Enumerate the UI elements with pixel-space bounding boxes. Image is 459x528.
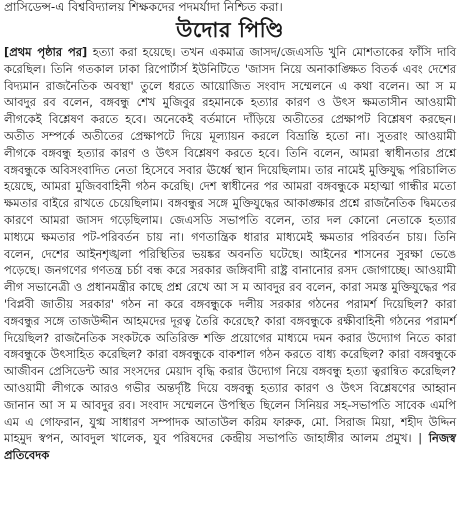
article-byline: নিজস্ব প্রতিবেদক	[4, 431, 456, 463]
article-body: [প্রথম পৃষ্ঠার পর] হত্যা করা হয়েছে। তখন একমাত্র জাসদ/জেএসডি খুনি মোশতাকের ফাঁসি দাবি করেছিল। তিনি গতকাল ঢাকা রিপোর্টার্স ইউনিটিতে 'জাসদ নিয়ে অনাকাঙ্ক্ষিত বিতর্ক এবং দেশের বিদ্যমান রাজনৈতিক অবস্থা' তুলে ধরতে আয়োজিত সংবাদ সম্মেলনে এ কথা বলেন। আ স ম আবদুর রব বলেন, বঙ্গবন্ধু শেখ মুজিবুর রহমানকে হত্যার কারণ ও উৎস ক্ষমতাসীন আওয়ামী লীগকেই বিশ্লেষণ করতে হবে। অনেকেই বর্তমানে দাঁড়িয়ে অতীতের প্রেক্ষাপট বিশ্লেষণ করছেন। অতীত সম্পর্কে অতীতের প্রেক্ষাপটে দিয়ে মূল্যায়ন করলে বিভ্রান্তি হতো না। সুতরাং আওয়ামী লীগকে বঙ্গবন্ধু হত্যার কারণ ও উৎস বিশ্লেষণ করতে হবে। তিনি বলেন, আমরা স্বাধীনতার প্রশ্নে বঙ্গবন্ধুকে অবিসংবাদিত নেতা হিসেবে সবার ঊর্ধ্বে স্থান দিয়েছিলাম। তার নামেই মুক্তিযুদ্ধ পরিচালিত হয়েছে, আমরা মুজিববাহিনী গঠন করেছি। দেশ স্বাধীনের পর আমরা বঙ্গবন্ধুকে মহাত্মা গান্ধীর মতো ক্ষমতার বাইরে রাখতে চেয়েছিলাম। বঙ্গবন্ধুর সঙ্গে মুক্তিযুদ্ধের আকাঙ্ক্ষার প্রশ্নে রাজনৈতিক দ্বিমতের কারণে আমরা জাসদ গড়েছিলাম। জেএসডি সভাপতি বলেন, তার দল কোনো নেতাকে হত্যার মাধ্যমে ক্ষমতার পট-পরিবর্তন চায় না। গণতান্ত্রিক ধারার মাধ্যমেই ক্ষমতার পরিবর্তন চায়। তিনি বলেন, দেশের আইনশৃঙ্খলা পরিস্থিতির ভয়ঙ্কর অবনতি ঘটেছে। আইনের শাসনের সুরক্ষা ভেঙে পড়েছে। জনগণের গণতন্ত্র চর্চা বন্ধ করে সরকার জঙ্গিবাদী রাষ্ট্র বানানোর রসদ জোগাচ্ছে। আওয়ামী লীগ সভানেত্রী ও প্রধানমন্ত্রীর কাছে প্রশ্ন রেখে আ স ম আবদুর রব বলেন, কারা সমস্ত মুক্তিযুদ্ধের পর 'বিপ্লবী জাতীয় সরকার' গঠন না করে বঙ্গবন্ধুকে দলীয় সরকার গঠনের পরামর্শ দিয়েছিল? কারা বঙ্গবন্ধুর সঙ্গে তাজউদ্দীন আহমদের দূরত্ব তৈরি করেছে? কারা বঙ্গবন্ধুকে রক্ষীবাহিনী গঠনের পরামর্শ দিয়েছিল? রাজনৈতিক সংকটকে অতিরিক্ত শক্তি প্রয়োগের মাধ্যমে দমন করার উদ্যোগ নিতে কারা বঙ্গবন্ধুকে উৎসাহিত করেছিল? কারা বঙ্গবন্ধুকে বাকশাল গঠন করতে বাধ্য করেছিল? কারা বঙ্গবন্ধুকে আজীবন প্রেসিডেন্ট আর সংসদের মেয়াদ বৃদ্ধি করার উদ্যোগ নিয়ে বঙ্গবন্ধু হত্যা ত্বরান্বিত করেছিল? আওয়ামী লীগকে আরও গভীর অন্তর্দৃষ্টি দিয়ে বঙ্গবন্ধু হত্যার কারণ ও উৎস বিশ্লেষণের আহ্বান জানান আ স ম আবদুর রব। সংবাদ সম্মেলনে উপস্থিত ছিলেন সিনিয়র সহ-সভাপতি সাবেক এমপি এম এ গোফরান, যুগ্ম সাধারণ সম্পাদক আতাউল করিম ফারুক, মো. সিরাজ মিয়া, শহীদ উদ্দিন মাহমুদ স্বপন, আবদুল খালেক, যুব পরিষদের কেন্দ্রীয় সভাপতি জাহাঙ্গীর আলম প্রমুখ। | নিজস্ব প্রতিবেদক	[4, 45, 456, 463]
continuation-label: [প্রথম পৃষ্ঠার পর]	[4, 45, 88, 59]
previous-article-tail: প্রাসিডেন্স-এ বিশ্ববিদ্যালয় শিক্ষকদের পদমর্যাদা নিশ্চিত করা।	[4, 0, 283, 14]
article-body-text: হত্যা করা হয়েছে। তখন একমাত্র জাসদ/জেএসডি খুনি মোশতাকের ফাঁসি দাবি করেছিল। তিনি গতকাল ঢাকা রিপোর্টার্স ইউনিটিতে 'জাসদ নিয়ে অনাকাঙ্ক্ষিত বিতর্ক এবং দেশের বিদ্যমান রাজনৈতিক অবস্থা' তুলে ধরতে আয়োজিত সংবাদ সম্মেলনে এ কথা বলেন। আ স ম আবদুর রব বলেন, বঙ্গবন্ধু শেখ মুজিবুর রহমানকে হত্যার কারণ ও উৎস ক্ষমতাসীন আওয়ামী লীগকেই বিশ্লেষণ করতে হবে। অনেকেই বর্তমানে দাঁড়িয়ে অতীতের প্রেক্ষাপট বিশ্লেষণ করছেন। অতীত সম্পর্কে অতীতের প্রেক্ষাপটে দিয়ে মূল্যায়ন করলে বিভ্রান্তি হতো না। সুতরাং আওয়ামী লীগকে বঙ্গবন্ধু হত্যার কারণ ও উৎস বিশ্লেষণ করতে হবে। তিনি বলেন, আমরা স্বাধীনতার প্রশ্নে বঙ্গবন্ধুকে অবিসংবাদিত নেতা হিসেবে সবার ঊর্ধ্বে স্থান দিয়েছিলাম। তার নামেই মুক্তিযুদ্ধ পরিচালিত হয়েছে, আমরা মুজিববাহিনী গঠন করেছি। দেশ স্বাধীনের পর আমরা বঙ্গবন্ধুকে মহাত্মা গান্ধীর মতো ক্ষমতার বাইরে রাখতে চেয়েছিলাম। বঙ্গবন্ধুর সঙ্গে মুক্তিযুদ্ধের আকাঙ্ক্ষার প্রশ্নে রাজনৈতিক দ্বিমতের কারণে আমরা জাসদ গড়েছিলাম। জেএসডি সভাপতি বলেন, তার দল কোনো নেতাকে হত্যার মাধ্যমে ক্ষমতার পট-পরিবর্তন চায় না। গণতান্ত্রিক ধারার মাধ্যমেই ক্ষমতার পরিবর্তন চায়। তিনি বলেন, দেশের আইনশৃঙ্খলা পরিস্থিতির ভয়ঙ্কর অবনতি ঘটেছে। আইনের শাসনের সুরক্ষা ভেঙে পড়েছে। জনগণের গণতন্ত্র চর্চা বন্ধ করে সরকার জঙ্গিবাদী রাষ্ট্র বানানোর রসদ জোগাচ্ছে। আওয়ামী লীগ সভানেত্রী ও প্রধানমন্ত্রীর কাছে প্রশ্ন রেখে আ স ম আবদুর রব বলেন, কারা সমস্ত মুক্তিযুদ্ধের পর 'বিপ্লবী জাতীয় সরকার' গঠন না করে বঙ্গবন্ধুকে দলীয় সরকার গঠনের পরামর্শ দিয়েছিল? কারা বঙ্গবন্ধুর সঙ্গে তাজউদ্দীন আহমদের দূরত্ব তৈরি করেছে? কারা বঙ্গবন্ধুকে রক্ষীবাহিনী গঠনের পরামর্শ দিয়েছিল? রাজনৈতিক সংকটকে অতিরিক্ত শক্তি প্রয়োগের মাধ্যমে দমন করার উদ্যোগ নিতে কারা বঙ্গবন্ধুকে উৎসাহিত করেছিল? কারা বঙ্গবন্ধুকে বাকশাল গঠন করতে বাধ্য করেছিল? কারা বঙ্গবন্ধুকে আজীবন প্রেসিডেন্ট আর সংসদের মেয়াদ বৃদ্ধি করার উদ্যোগ নিয়ে বঙ্গবন্ধু হত্যা ত্বরান্বিত করেছিল? আওয়ামী লীগকে আরও গভীর অন্তর্দৃষ্টি দিয়ে বঙ্গবন্ধু হত্যার কারণ ও উৎস বিশ্লেষণের আহ্বান জানান আ স ম আবদুর রব। সংবাদ সম্মেলনে উপস্থিত ছিলেন সিনিয়র সহ-সভাপতি সাবেক এমপি এম এ গোফরান, যুগ্ম সাধারণ সম্পাদক আতাউল করিম ফারুক, মো. সিরাজ মিয়া, শহীদ উদ্দিন মাহমুদ স্বপন, আবদুল খালেক, যুব পরিষদের কেন্দ্রীয় সভাপতি জাহাঙ্গীর আলম প্রমুখ।	[4, 45, 456, 446]
article-headline: উদোর পিণ্ডি	[176, 18, 284, 42]
